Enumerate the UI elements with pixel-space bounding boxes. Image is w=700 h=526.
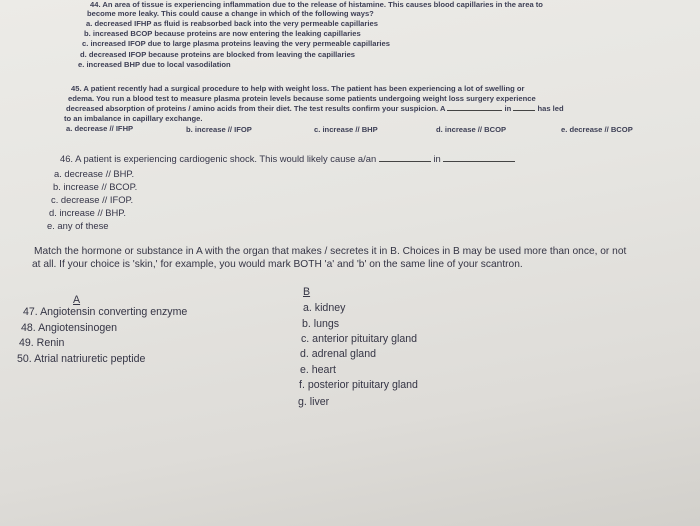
q45-stem-line-1: 45. A patient recently had a surgical procedure to help with weight loss. The patient has been experiencing a lot of swelling or <box>71 84 525 93</box>
q45-stem-line-4: to an imbalance in capillary exchange. <box>64 114 203 123</box>
q44-option-b: b. increased BCOP because proteins are now entering the leaking capillaries <box>84 29 361 38</box>
matching-instructions-line-2: at all. If your choice is 'skin,' for example, you would mark BOTH 'a' and 'b' on the same line of your scantron. <box>32 259 523 270</box>
column-b-choice-f: f. posterior pituitary gland <box>299 379 418 391</box>
matching-instructions-line-1: Match the hormone or substance in A with the organ that makes / secretes it in B. Choices in B may be used more than once, or not <box>34 246 627 257</box>
q46-option-c: c. decrease // IFOP. <box>51 194 134 205</box>
column-b-choice-c: c. anterior pituitary gland <box>301 333 418 345</box>
q46-answer-blank-1 <box>379 161 431 162</box>
q45-answer-blank-2 <box>513 110 535 111</box>
column-a-item-50: 50. Atrial natriuretic peptide <box>17 353 146 365</box>
q45-option-c: c. increase // BHP <box>314 125 378 134</box>
q44-option-d: d. decreased IFOP because proteins are blocked from leaving the capillaries <box>80 50 356 59</box>
q44-option-c: c. increased IFOP due to large plasma proteins leaving the very permeable capillaries <box>82 39 390 48</box>
q45-stem-line-2: edema. You run a blood test to measure plasma protein levels because some patients undergoing weight loss surgery experience <box>68 94 536 103</box>
column-b-choice-b: b. lungs <box>302 318 340 330</box>
column-a-item-49: 49. Renin <box>19 337 65 349</box>
column-b-choice-g: g. liver <box>298 396 330 408</box>
q46-stem <box>60 153 515 164</box>
q45-stem-line-3-text: decreased absorption of proteins / amino acids from their diet. The test results confirm your suspicion. A <box>66 104 446 113</box>
q44-option-a: a. decreased IFHP as fluid is reabsorbed back into the very permeable capillaries <box>86 19 378 28</box>
q46-option-e: e. any of these <box>47 220 109 231</box>
column-a-item-47: 47. Angiotensin converting enzyme <box>23 306 188 318</box>
q46-stem-text: 46. A patient is experiencing cardiogenic shock. This would likely cause a/an <box>60 153 377 164</box>
column-b-choice-a: a. kidney <box>303 302 346 314</box>
column-b-choice-d: d. adrenal gland <box>300 348 376 360</box>
column-b-header: B <box>303 286 311 298</box>
q45-stem-end: has led <box>537 104 564 113</box>
q46-stem-in: in <box>433 153 441 164</box>
column-a-header: A <box>73 294 81 306</box>
q44-option-e: e. increased BHP due to local vasodilation <box>78 60 231 69</box>
q45-stem-in: in <box>504 104 512 113</box>
column-b-choice-e: e. heart <box>300 364 336 376</box>
q46-option-b: b. increase // BCOP. <box>53 181 138 192</box>
q44-stem-line-2: become more leaky. This could cause a change in which of the following ways? <box>87 9 374 18</box>
q45-option-b: b. increase // IFOP <box>186 125 252 134</box>
q45-stem-line-3 <box>66 104 564 113</box>
q46-option-a: a. decrease // BHP. <box>54 168 135 179</box>
q46-answer-blank-2 <box>443 161 515 162</box>
q45-answer-blank-1 <box>447 110 502 111</box>
q44-stem-line-1: 44. An area of tissue is experiencing inflammation due to the release of histamine. This causes blood capillaries in the area to <box>90 0 543 9</box>
q45-option-a: a. decrease // IFHP <box>66 124 134 133</box>
q45-option-e: e. decrease // BCOP <box>561 125 633 134</box>
q45-option-d: d. increase // BCOP <box>436 125 507 134</box>
q46-option-d: d. increase // BHP. <box>49 207 126 218</box>
column-a-item-48: 48. Angiotensinogen <box>21 322 118 334</box>
